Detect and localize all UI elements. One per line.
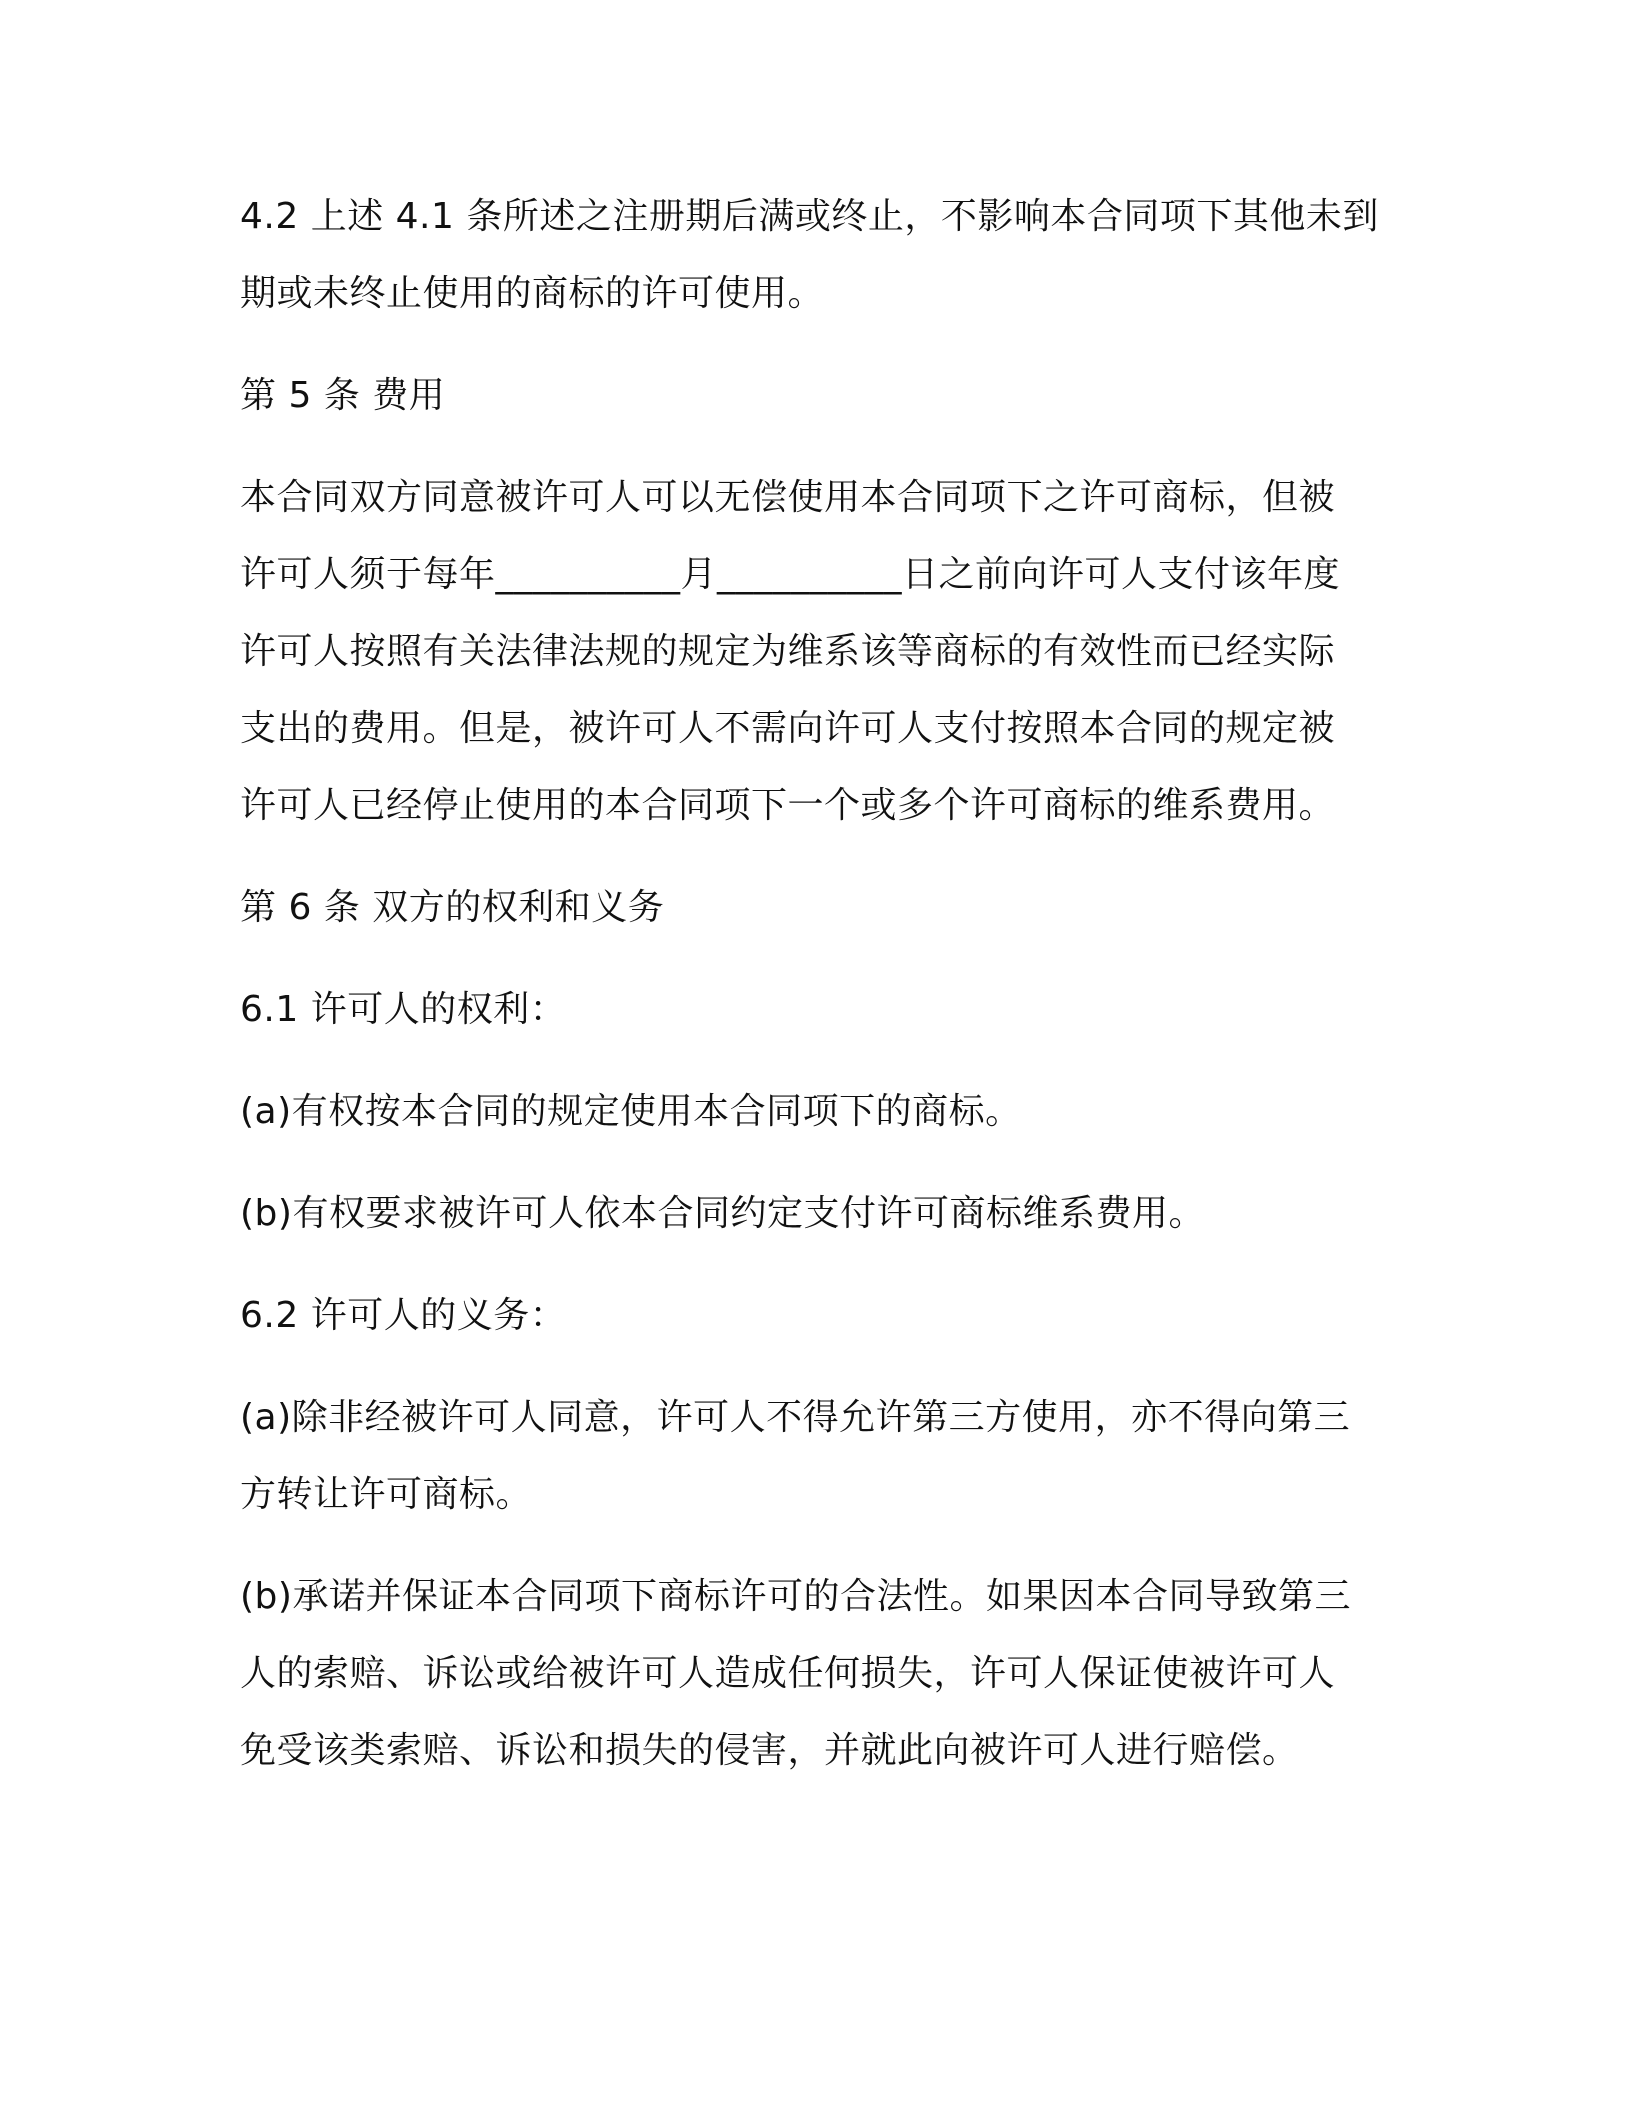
clause-6-2-a-line-1: (a)除非经被许可人同意，许可人不得允许第三方使用，亦不得向第三 (240, 1397, 1351, 1438)
clause-6-2-b-line-2: 人的索赔、诉讼或给被许可人造成任何损失，许可人保证使被许可人 (240, 1653, 1336, 1694)
clause-6-1-b: (b)有权要求被许可人依本合同约定支付许可商标维系费用。 (240, 1193, 1205, 1234)
article-6-heading: 第 6 条 双方的权利和义务 (240, 887, 665, 928)
clause-6-2-heading: 6.2 许可人的义务： (240, 1295, 567, 1336)
article-5-line-2: 许可人须于每年__________月__________日之前向许可人支付该年度 (240, 554, 1341, 595)
article-5-line-5: 许可人已经停止使用的本合同项下一个或多个许可商标的维系费用。 (240, 785, 1336, 826)
article-5-heading: 第 5 条 费用 (240, 375, 446, 416)
article-5-line-3: 许可人按照有关法律法规的规定为维系该等商标的有效性而已经实际 (240, 631, 1336, 672)
clause-4-2-line-1: 4.2 上述 4.1 条所述之注册期后满或终止，不影响本合同项下其他未到 (240, 196, 1379, 237)
clause-6-2-b-line-3: 免受该类索赔、诉讼和损失的侵害，并就此向被许可人进行赔偿。 (240, 1730, 1299, 1771)
article-5-line-4: 支出的费用。但是，被许可人不需向许可人支付按照本合同的规定被 (240, 708, 1336, 749)
article-5-line-1: 本合同双方同意被许可人可以无偿使用本合同项下之许可商标，但被 (240, 477, 1336, 518)
clause-6-1-heading: 6.1 许可人的权利： (240, 989, 567, 1030)
clause-6-2-a-line-2: 方转让许可商标。 (240, 1474, 533, 1515)
clause-4-2-line-2: 期或未终止使用的商标的许可使用。 (240, 273, 825, 314)
clause-6-1-a: (a)有权按本合同的规定使用本合同项下的商标。 (240, 1091, 1022, 1132)
clause-6-2-b-line-1: (b)承诺并保证本合同项下商标许可的合法性。如果因本合同导致第三 (240, 1576, 1351, 1617)
